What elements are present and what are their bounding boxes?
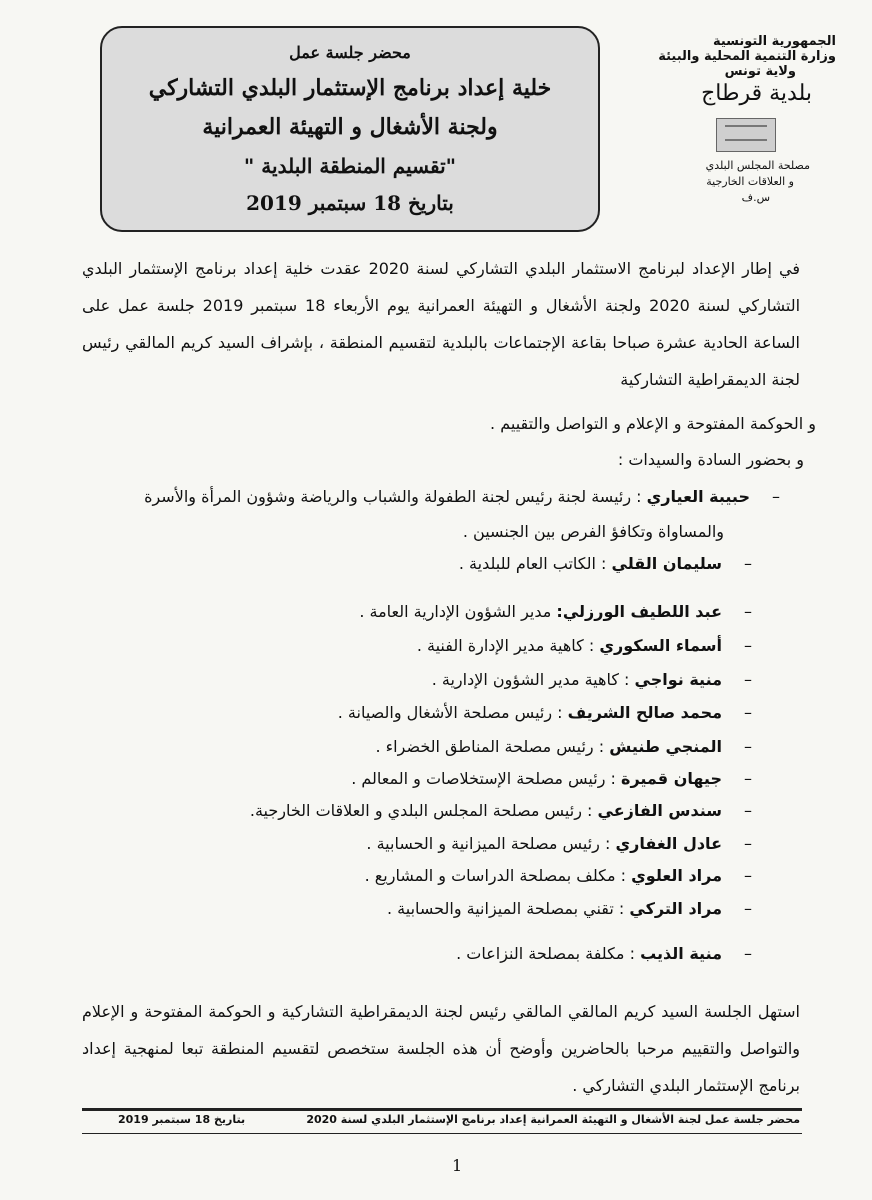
intro-continuation: و الحوكمة المفتوحة و الإعلام و التواصل والتقييم . (490, 414, 816, 433)
attendee-name: حبيبة العياري (646, 487, 750, 506)
attendee-name: منية نواجي (634, 670, 722, 689)
letterhead (626, 34, 836, 106)
footer-date: بتاريخ 18 سبتمبر 2019 (118, 1113, 246, 1126)
attendee-role: : رئيس مصلحة الميزانية و الحسابية . (366, 834, 611, 853)
governorate-line: ولاية تونس (724, 64, 796, 79)
attendee-role: : تقني بمصلحة الميزانية والحسابية . (387, 899, 625, 918)
attendee-role: : رئيس مصلحة المناطق الخضراء . (375, 737, 605, 756)
attendee-role: : كاهية مدير الشؤون الإدارية . (431, 670, 630, 689)
attendee-role: : رئيسة لجنة رئيس لجنة الطفولة والشباب والرياضة وشؤون المرأة والأسرة (144, 487, 642, 506)
intro-paragraph: في إطار الإعداد لبرنامج الاستثمار البلدي التشاركي لسنة 2020 عقدت خلية إعداد برنامج الإستثمار البلدي التشاركي لسنة 2020 ولجنة الأشغال و التهيئة العمرانية يوم الأربعاء 18 سبتمبر 2019 جلسة عمل على الساعة الحادية عشرة صباحا بقاعة الإجتماعات بالبلدية لتقسيم المنطقة ، بإشراف السيد كريم المالقي رئيس لجنة الديمقراطية التشاركية (82, 259, 801, 389)
service-block (660, 158, 810, 206)
attendee-name: جيهان قميرة (621, 769, 722, 788)
attendee-name: عادل الغفاري (615, 834, 722, 853)
attendee-name: مراد التركي (629, 899, 722, 918)
attendee-item: –سليمان القلي : الكاتب العام للبلدية . (458, 554, 752, 573)
municipality-name: بلدية قرطاج (701, 81, 812, 106)
attendee-item: –عادل الغفاري : رئيس مصلحة الميزانية و الحسابية . (366, 834, 752, 853)
footer-title: محضر جلسة عمل لجنة الأشغال و التهيئة العمرانية إعداد برنامج الإستثمار البلدي لسنة 2020 (306, 1113, 800, 1126)
title-line-4: "تقسيم المنطقة البلدية " (243, 153, 457, 178)
attendance-heading: و بحضور السادة والسيدات : (617, 450, 804, 469)
attendee-role: : الكاتب العام للبلدية . (458, 554, 607, 573)
title-line-3: ولجنة الأشغال و التهيئة العمرانية (202, 114, 498, 141)
republic-line: الجمهورية التونسية (712, 34, 836, 49)
attendee-role: : مكلف بمصلحة الدراسات و المشاريع . (364, 866, 627, 885)
title-date: بتاريخ 18 سبتمبر 2019 (246, 191, 454, 216)
attendee-name: سليمان القلي (611, 554, 722, 573)
attendee-item: –مراد العلوي : مكلف بمصلحة الدراسات و المشاريع . (364, 866, 752, 885)
attendee-role-continuation: والمساواة وتكافؤ الفرص بين الجنسين . (462, 522, 724, 541)
attendee-item: –جيهان قميرة : رئيس مصلحة الإستخلاصات و المعالم . (351, 769, 752, 788)
attendee-item: –منية نواجي : كاهية مدير الشؤون الإدارية . (431, 670, 752, 689)
footer-rule-thin (82, 1133, 802, 1134)
attendee-role: : رئيس مصلحة الأشغال والصيانة . (337, 703, 563, 722)
attendee-item: –المنجي طنيش : رئيس مصلحة المناطق الخضراء . (375, 737, 752, 756)
attendee-name: مراد العلوي (631, 866, 722, 885)
attendee-item: –سندس الفازعي : رئيس مصلحة المجلس البلدي و العلاقات الخارجية. (249, 801, 752, 820)
service-line-1: مصلحة المجلس البلدي (705, 159, 810, 172)
attendee-item: –عبد اللطيف الورزلي: مدير الشؤون الإدارية العامة . (359, 602, 752, 621)
page-number: 1 (452, 1156, 463, 1175)
attendee-item: –أسماء السكوري : كاهية مدير الإدارة الفنية . (416, 636, 752, 655)
carthage-emblem-icon (716, 118, 776, 152)
attendee-name: محمد صالح الشريف (567, 703, 722, 722)
attendee-item: –مراد التركي : تقني بمصلحة الميزانية والحسابية . (387, 899, 752, 918)
title-box (100, 26, 600, 232)
attendee-role: مدير الشؤون الإدارية العامة . (359, 602, 552, 621)
footer-rule-thick (82, 1108, 802, 1111)
attendee-name: عبد اللطيف الورزلي: (556, 602, 722, 621)
closing-paragraph: استهل الجلسة السيد كريم المالقي المالقي رئيس لجنة الديمقراطية التشاركية و الحوكمة المفتوحة و الإعلام والتواصل والتقييم مرحبا بالحاضرين وأوضح أن هذه الجلسة ستخصص لتقسيم المنطقة تبعا لمنهجية إعداد برنامج الإستثمار البلدي التشاركي . (82, 1002, 800, 1095)
attendee-role: : كاهية مدير الإدارة الفنية . (416, 636, 595, 655)
service-line-2: و العلاقات الخارجية (706, 175, 794, 188)
title-line-1: محضر جلسة عمل (289, 42, 411, 62)
attendee-role: : رئيس مصلحة الإستخلاصات و المعالم . (351, 769, 616, 788)
attendee-item: –حبيبة العياري : رئيسة لجنة رئيس لجنة الطفولة والشباب والرياضة وشؤون المرأة والأسرة (144, 487, 780, 506)
title-line-2: خلية إعداد برنامج الإستثمار البلدي التشاركي (148, 75, 552, 102)
attendee-name: أسماء السكوري (599, 636, 722, 655)
attendee-name: المنجي طنيش (609, 737, 722, 756)
ministry-line: وزارة التنمية المحلية والبيئة (658, 49, 836, 64)
service-line-3: س.ف (741, 191, 770, 204)
attendee-role: : رئيس مصلحة المجلس البلدي و العلاقات الخارجية. (249, 801, 593, 820)
attendee-item: –منية الذيب : مكلفة بمصلحة النزاعات . (456, 944, 752, 963)
attendee-name: منية الذيب (640, 944, 722, 963)
attendee-role: : مكلفة بمصلحة النزاعات . (456, 944, 635, 963)
attendee-item: –محمد صالح الشريف : رئيس مصلحة الأشغال والصيانة . (337, 703, 752, 722)
attendee-name: سندس الفازعي (597, 801, 722, 820)
